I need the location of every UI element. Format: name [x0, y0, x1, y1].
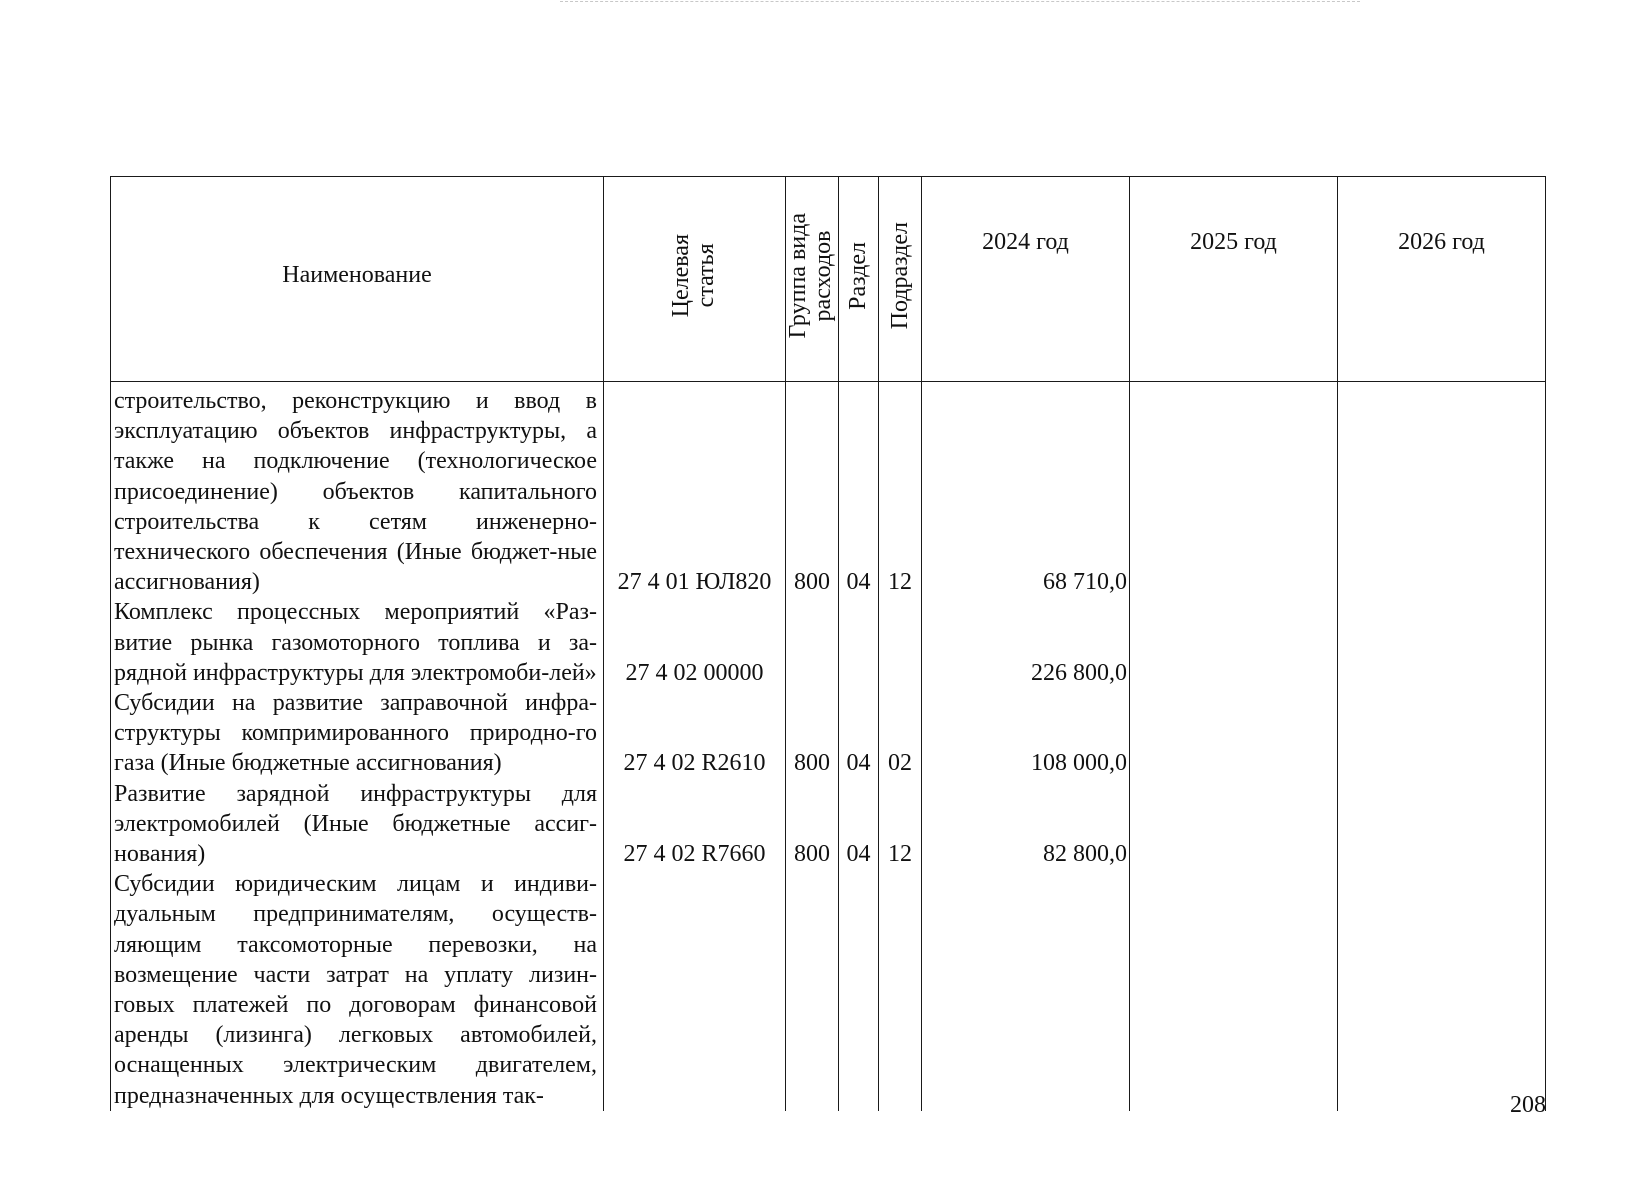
row-section — [839, 597, 879, 688]
row-amount-2024: 108 000,0 — [922, 688, 1130, 779]
row-subsection: 12 — [879, 382, 922, 598]
row-name: Комплекс процессных мероприятий «Раз-витие рынка газомоторного топлива и за-рядной инфраструктуры для электромоби-лей» — [111, 597, 604, 688]
row-amount-2026 — [1338, 688, 1546, 779]
row-amount-2025 — [1130, 779, 1338, 870]
scan-artifact-line — [560, 1, 1360, 4]
row-amount-2024 — [922, 869, 1130, 1111]
row-subsection — [879, 597, 922, 688]
row-amount-2025 — [1130, 869, 1338, 1111]
row-name: строительство, реконструкцию и ввод в эксплуатацию объектов инфраструктуры, а также на подключение (технологическое присоединение) объектов капитального строительства к сетям инженерно-технического обеспечения (Иные бюджет-ные ассигнования) — [111, 382, 604, 598]
row-name: Развитие зарядной инфраструктуры для электромобилей (Иные бюджетные ассиг-нования) — [111, 779, 604, 870]
page-number: 208 — [1510, 1092, 1546, 1118]
row-subsection: 12 — [879, 779, 922, 870]
row-subsection: 02 — [879, 688, 922, 779]
header-name-label: Наименование — [282, 261, 432, 288]
table-row — [111, 688, 1546, 779]
header-section-label: Раздел — [845, 241, 871, 310]
table-row — [111, 869, 1546, 1111]
header-year-2024 — [922, 177, 1130, 382]
table-row — [111, 597, 1546, 688]
row-target-article: 27 4 02 R2610 — [604, 688, 786, 779]
row-name: Субсидии на развитие заправочной инфра-структуры компримированного природно-го газа (Иные бюджетные ассигнования) — [111, 688, 604, 779]
row-target-article: 27 4 01 ЮЛ820 — [604, 382, 786, 598]
header-target-article-label: Целевая статья — [667, 233, 719, 318]
row-amount-2024: 226 800,0 — [922, 597, 1130, 688]
row-expense-group: 800 — [786, 382, 839, 598]
row-amount-2026 — [1338, 597, 1546, 688]
header-target-article — [604, 177, 786, 382]
row-amount-2026 — [1338, 779, 1546, 870]
row-amount-2025 — [1130, 688, 1338, 779]
header-subsection-label: Подраздел — [886, 221, 913, 330]
header-year-2025-label: 2025 год — [1190, 229, 1277, 255]
budget-table — [110, 176, 1546, 1111]
row-target-article — [604, 869, 786, 1111]
row-amount-2026 — [1338, 869, 1546, 1111]
row-amount-2025 — [1130, 382, 1338, 598]
header-section — [839, 177, 879, 382]
row-expense-group — [786, 869, 839, 1111]
row-expense-group: 800 — [786, 688, 839, 779]
row-amount-2024: 82 800,0 — [922, 779, 1130, 870]
table-row — [111, 382, 1546, 598]
header-expense-group-label: Группа вида расходов — [785, 212, 836, 339]
row-section: 04 — [839, 779, 879, 870]
row-section — [839, 869, 879, 1111]
budget-table-container — [110, 176, 1545, 1109]
row-expense-group: 800 — [786, 779, 839, 870]
header-year-2026-label: 2026 год — [1398, 229, 1485, 255]
row-target-article: 27 4 02 R7660 — [604, 779, 786, 870]
row-section: 04 — [839, 688, 879, 779]
row-name: Субсидии юридическим лицам и индиви-дуальным предпринимателям, осуществ-ляющим таксомоторные перевозки, на возмещение части затрат на уплату лизин-говых платежей по договорам финансовой аренды (лизинга) легковых автомобилей, оснащенных электрическим двигателем, предназначенных для осуществления так- — [111, 869, 604, 1111]
row-amount-2026 — [1338, 382, 1546, 598]
header-year-2024-label: 2024 год — [982, 229, 1069, 255]
row-subsection — [879, 869, 922, 1111]
row-amount-2024: 68 710,0 — [922, 382, 1130, 598]
table-header-row — [111, 177, 1546, 382]
row-target-article: 27 4 02 00000 — [604, 597, 786, 688]
header-year-2026 — [1338, 177, 1546, 382]
header-name — [111, 177, 604, 382]
table-row — [111, 779, 1546, 870]
header-expense-group — [786, 177, 839, 382]
row-section: 04 — [839, 382, 879, 598]
header-subsection — [879, 177, 922, 382]
row-amount-2025 — [1130, 597, 1338, 688]
row-expense-group — [786, 597, 839, 688]
header-year-2025 — [1130, 177, 1338, 382]
